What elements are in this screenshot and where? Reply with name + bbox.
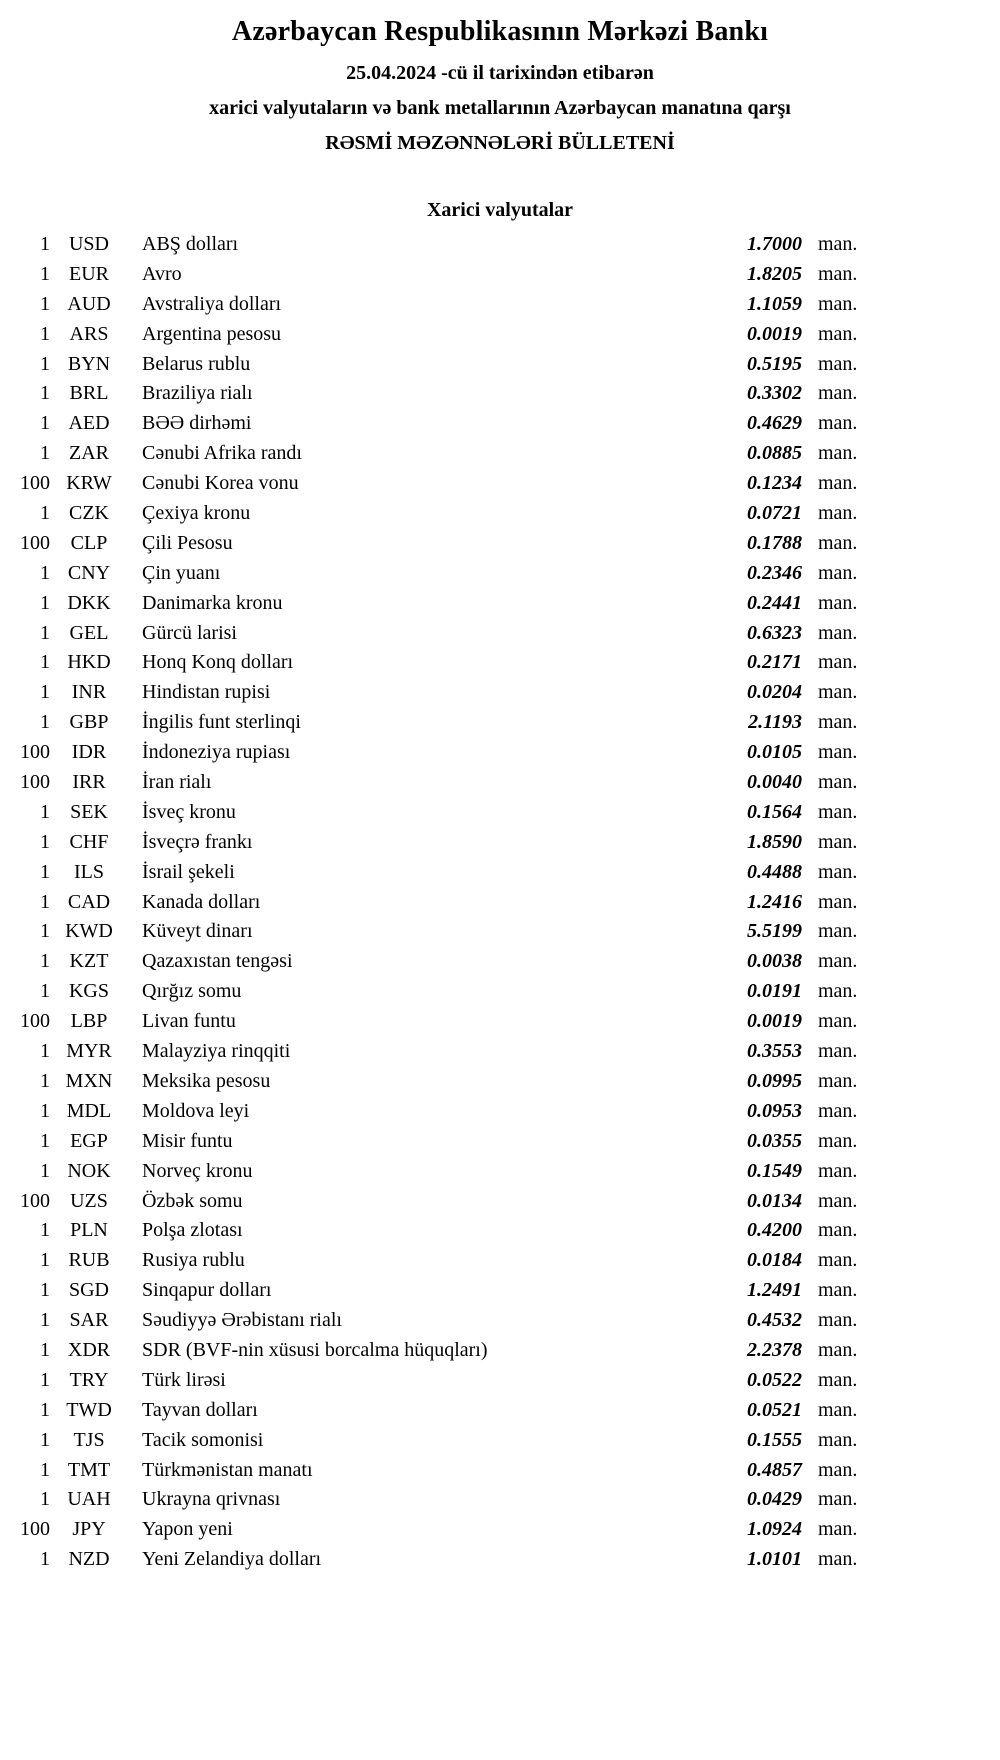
table-row xyxy=(6,648,868,678)
rate-value: 0.4200 xyxy=(747,1219,802,1242)
rate-unit: man. xyxy=(818,322,858,345)
currency-name: Qırğız somu xyxy=(142,980,242,1003)
currency-name: Moldova leyi xyxy=(142,1099,250,1122)
rate-value: 0.0521 xyxy=(747,1398,802,1421)
currency-name: Danimarka kronu xyxy=(142,591,283,614)
table-row xyxy=(6,320,868,350)
currency-name: Livan funtu xyxy=(142,1010,236,1033)
rate-value: 0.1555 xyxy=(747,1428,802,1451)
table-row xyxy=(6,917,868,947)
currency-code: LBP xyxy=(70,1010,108,1033)
currency-quantity: 1 xyxy=(40,1548,50,1571)
rate-value: 0.0355 xyxy=(747,1129,802,1152)
rate-value: 0.1549 xyxy=(747,1159,802,1182)
rate-unit: man. xyxy=(818,1279,858,1302)
rate-unit: man. xyxy=(818,771,858,794)
rate-value: 0.4488 xyxy=(747,860,802,883)
currency-code: ILS xyxy=(74,860,104,883)
currency-code: UAH xyxy=(67,1488,111,1511)
currency-quantity: 1 xyxy=(40,950,50,973)
table-row xyxy=(6,439,868,469)
currency-quantity: 1 xyxy=(40,890,50,913)
rate-unit: man. xyxy=(818,1548,858,1571)
currency-code: DKK xyxy=(67,591,111,614)
table-row xyxy=(6,888,868,918)
rate-unit: man. xyxy=(818,1040,858,1063)
rate-unit: man. xyxy=(818,800,858,823)
rate-value: 0.0105 xyxy=(747,741,802,764)
rate-value: 2.1193 xyxy=(748,711,802,734)
currency-name: İsveçrə frankı xyxy=(142,830,253,853)
currency-name: Özbək somu xyxy=(142,1189,243,1212)
table-row xyxy=(6,947,868,977)
currency-quantity: 100 xyxy=(20,741,50,764)
rate-value: 0.3302 xyxy=(747,382,802,405)
rate-value: 1.2416 xyxy=(747,890,802,913)
rate-unit: man. xyxy=(818,1518,858,1541)
rate-value: 0.0995 xyxy=(747,1069,802,1092)
rate-value: 1.8590 xyxy=(747,830,802,853)
currency-quantity: 1 xyxy=(40,1488,50,1511)
currency-code: EUR xyxy=(69,262,109,285)
currency-code: CZK xyxy=(69,502,109,525)
currency-code: UZS xyxy=(70,1189,108,1212)
currency-name: Qazaxıstan tengəsi xyxy=(142,950,293,973)
currency-name: Norveç kronu xyxy=(142,1159,253,1182)
rate-value: 0.0019 xyxy=(747,322,802,345)
rate-unit: man. xyxy=(818,1189,858,1212)
currency-name: Gürcü larisi xyxy=(142,621,237,644)
currency-name: Ukrayna qrivnası xyxy=(142,1488,281,1511)
table-row xyxy=(6,1456,868,1486)
subject-line: xarici valyutaların və bank metallarının Azərbaycan manatına qarşı xyxy=(209,97,791,119)
currency-code: BRL xyxy=(69,382,109,405)
currency-quantity: 100 xyxy=(20,1518,50,1541)
rate-value: 0.1234 xyxy=(747,472,802,495)
rate-unit: man. xyxy=(818,1159,858,1182)
table-row xyxy=(6,1007,868,1037)
table-row xyxy=(6,858,868,888)
rate-value: 0.4629 xyxy=(747,412,802,435)
currency-name: Çexiya kronu xyxy=(142,502,251,525)
rate-value: 0.2346 xyxy=(747,561,802,584)
currency-quantity: 100 xyxy=(20,531,50,554)
rate-unit: man. xyxy=(818,1249,858,1272)
currency-code: GEL xyxy=(69,621,109,644)
rate-unit: man. xyxy=(818,1129,858,1152)
currency-quantity: 1 xyxy=(40,621,50,644)
rate-unit: man. xyxy=(818,412,858,435)
currency-quantity: 1 xyxy=(40,860,50,883)
currency-code: JPY xyxy=(72,1518,106,1541)
currency-quantity: 100 xyxy=(20,771,50,794)
currency-quantity: 1 xyxy=(40,352,50,375)
currency-quantity: 1 xyxy=(40,1398,50,1421)
rate-value: 0.1788 xyxy=(747,531,802,554)
currency-name: Rusiya rublu xyxy=(142,1249,245,1272)
rate-unit: man. xyxy=(818,651,858,674)
currency-code: HKD xyxy=(67,651,111,674)
currency-name: Meksika pesosu xyxy=(142,1069,271,1092)
currency-quantity: 1 xyxy=(40,561,50,584)
currency-code: TWD xyxy=(66,1398,112,1421)
table-row xyxy=(6,828,868,858)
rate-unit: man. xyxy=(818,860,858,883)
currency-name: Tacik somonisi xyxy=(142,1428,264,1451)
currency-code: AUD xyxy=(67,292,111,315)
rate-value: 0.0040 xyxy=(747,771,802,794)
table-row xyxy=(6,1246,868,1276)
table-row xyxy=(6,1426,868,1456)
currency-code: ZAR xyxy=(69,442,109,465)
rate-unit: man. xyxy=(818,890,858,913)
rate-unit: man. xyxy=(818,1338,858,1361)
effective-date-line: 25.04.2024 -cü il tarixindən etibarən xyxy=(346,62,654,84)
rate-value: 1.8205 xyxy=(747,262,802,285)
rate-value: 0.0191 xyxy=(747,980,802,1003)
currency-quantity: 1 xyxy=(40,651,50,674)
table-row xyxy=(6,1127,868,1157)
bulletin-header xyxy=(0,16,1000,155)
currency-quantity: 1 xyxy=(40,1040,50,1063)
table-row xyxy=(6,379,868,409)
currency-quantity: 1 xyxy=(40,920,50,943)
table-row xyxy=(6,1097,868,1127)
currency-code: KZT xyxy=(69,950,109,973)
table-row xyxy=(6,708,868,738)
table-row xyxy=(6,1396,868,1426)
rate-value: 1.0924 xyxy=(747,1518,802,1541)
currency-quantity: 100 xyxy=(20,1010,50,1033)
currency-name: İngilis funt sterlinqi xyxy=(142,711,301,734)
table-row xyxy=(6,559,868,589)
currency-name: Yapon yeni xyxy=(142,1518,233,1541)
currency-quantity: 1 xyxy=(40,591,50,614)
rate-value: 0.4857 xyxy=(747,1458,802,1481)
rate-value: 0.5195 xyxy=(747,352,802,375)
rate-value: 0.0134 xyxy=(747,1189,802,1212)
currency-name: BƏƏ dirhəmi xyxy=(142,412,252,435)
currency-code: EGP xyxy=(70,1129,108,1152)
currency-name: Küveyt dinarı xyxy=(142,920,253,943)
currency-quantity: 100 xyxy=(20,472,50,495)
currency-name: Türk lirəsi xyxy=(142,1368,226,1391)
rate-value: 0.0019 xyxy=(747,1010,802,1033)
currency-quantity: 1 xyxy=(40,412,50,435)
currency-quantity: 1 xyxy=(40,980,50,1003)
rate-value: 2.2378 xyxy=(747,1338,802,1361)
rate-unit: man. xyxy=(818,741,858,764)
rate-value: 0.0184 xyxy=(747,1249,802,1272)
currency-name: Honq Konq dolları xyxy=(142,651,294,674)
currency-name: Kanada dolları xyxy=(142,890,261,913)
currency-quantity: 1 xyxy=(40,830,50,853)
rate-unit: man. xyxy=(818,561,858,584)
currency-name: SDR (BVF-nin xüsusi borcalma hüquqları) xyxy=(142,1338,488,1361)
currency-code: NOK xyxy=(67,1159,111,1182)
table-row xyxy=(6,1157,868,1187)
currency-code: PLN xyxy=(70,1219,108,1242)
table-row xyxy=(6,1037,868,1067)
currency-code: RUB xyxy=(68,1249,110,1272)
rate-unit: man. xyxy=(818,233,858,255)
rate-unit: man. xyxy=(818,681,858,704)
rate-unit: man. xyxy=(818,1309,858,1332)
rate-unit: man. xyxy=(818,920,858,943)
rate-value: 1.7000 xyxy=(747,233,802,255)
table-row xyxy=(6,1216,868,1246)
currency-code: SGD xyxy=(68,1279,109,1302)
rate-unit: man. xyxy=(818,830,858,853)
currency-name: Avstraliya dolları xyxy=(142,292,282,315)
currency-name: Cənubi Afrika randı xyxy=(142,442,302,465)
currency-name: Tayvan dolları xyxy=(142,1398,258,1421)
currency-code: SAR xyxy=(69,1309,109,1332)
currency-quantity: 1 xyxy=(40,382,50,405)
rate-value: 1.0101 xyxy=(747,1548,802,1571)
table-row xyxy=(6,1515,868,1545)
rate-unit: man. xyxy=(818,980,858,1003)
currency-code: TMT xyxy=(67,1458,111,1481)
currency-quantity: 1 xyxy=(40,1069,50,1092)
currency-name: Sinqapur dolları xyxy=(142,1279,272,1302)
bank-title: Azərbaycan Respublikasının Mərkəzi Bankı xyxy=(231,16,769,47)
currency-quantity: 1 xyxy=(40,442,50,465)
currency-code: TRY xyxy=(69,1368,109,1391)
table-row xyxy=(6,619,868,649)
table-row xyxy=(6,260,868,290)
rate-unit: man. xyxy=(818,262,858,285)
currency-code: XDR xyxy=(67,1338,111,1361)
currency-name: Argentina pesosu xyxy=(142,322,282,345)
currency-rates-table xyxy=(6,230,868,1575)
table-row xyxy=(6,409,868,439)
currency-name: Türkmənistan manatı xyxy=(142,1458,313,1481)
currency-quantity: 1 xyxy=(40,1129,50,1152)
rate-value: 0.0204 xyxy=(747,681,802,704)
currency-code: GBP xyxy=(69,711,109,734)
table-row xyxy=(6,529,868,559)
rate-unit: man. xyxy=(818,292,858,315)
currency-code: CHF xyxy=(69,830,109,853)
currency-quantity: 1 xyxy=(40,1309,50,1332)
currency-quantity: 1 xyxy=(40,681,50,704)
rate-unit: man. xyxy=(818,472,858,495)
currency-code: CLP xyxy=(70,531,108,554)
table-row xyxy=(6,1366,868,1396)
currency-code: MYR xyxy=(66,1040,112,1063)
rate-unit: man. xyxy=(818,442,858,465)
currency-quantity: 1 xyxy=(40,711,50,734)
table-row xyxy=(6,738,868,768)
currency-quantity: 1 xyxy=(40,502,50,525)
currency-name: Hindistan rupisi xyxy=(142,681,271,704)
rate-value: 0.0522 xyxy=(747,1368,802,1391)
currency-code: IDR xyxy=(71,741,107,764)
currency-code: KGS xyxy=(68,980,109,1003)
table-row xyxy=(6,1545,868,1575)
currency-name: Misir funtu xyxy=(142,1129,233,1152)
rate-value: 0.0885 xyxy=(747,442,802,465)
table-row xyxy=(6,1336,868,1366)
currency-quantity: 1 xyxy=(40,800,50,823)
rate-unit: man. xyxy=(818,950,858,973)
rate-unit: man. xyxy=(818,1099,858,1122)
currency-quantity: 100 xyxy=(20,1189,50,1212)
currency-code: USD xyxy=(68,233,109,255)
currency-code: CNY xyxy=(67,561,111,584)
rate-unit: man. xyxy=(818,352,858,375)
rate-unit: man. xyxy=(818,1368,858,1391)
currency-name: Çili Pesosu xyxy=(142,531,233,554)
currency-quantity: 1 xyxy=(40,1338,50,1361)
table-row xyxy=(6,1485,868,1515)
currency-code: MDL xyxy=(66,1099,112,1122)
currency-name: Avro xyxy=(142,262,182,285)
currency-code: TJS xyxy=(73,1428,105,1451)
currency-quantity: 1 xyxy=(40,1219,50,1242)
currency-code: NZD xyxy=(68,1548,110,1571)
currency-name: Yeni Zelandiya dolları xyxy=(142,1548,322,1571)
rate-unit: man. xyxy=(818,1219,858,1242)
rate-value: 0.0038 xyxy=(747,950,802,973)
table-row xyxy=(6,589,868,619)
rate-unit: man. xyxy=(818,621,858,644)
currency-name: İran rialı xyxy=(142,771,212,794)
rate-unit: man. xyxy=(818,1458,858,1481)
currency-name: İsveç kronu xyxy=(142,800,236,823)
currency-name: Malayziya rinqqiti xyxy=(142,1040,291,1063)
currency-name: Səudiyyə Ərəbistanı rialı xyxy=(142,1309,342,1332)
currency-code: KRW xyxy=(66,472,112,495)
currency-code: CAD xyxy=(67,890,111,913)
section-title-foreign-currencies: Xarici valyutalar xyxy=(426,199,574,221)
rate-value: 0.0721 xyxy=(747,502,802,525)
currency-name: Cənubi Korea vonu xyxy=(142,472,299,495)
currency-quantity: 1 xyxy=(40,322,50,345)
table-row xyxy=(6,977,868,1007)
currency-quantity: 1 xyxy=(40,1159,50,1182)
rate-value: 0.6323 xyxy=(747,621,802,644)
currency-quantity: 1 xyxy=(40,1249,50,1272)
rate-unit: man. xyxy=(818,1428,858,1451)
table-row xyxy=(6,1187,868,1217)
currency-name: Braziliya rialı xyxy=(142,382,253,405)
currency-quantity: 1 xyxy=(40,1368,50,1391)
rate-unit: man. xyxy=(818,1398,858,1421)
table-row xyxy=(6,798,868,828)
rate-value: 0.1564 xyxy=(747,800,802,823)
currency-name: İsrail şekeli xyxy=(142,860,235,883)
currency-code: SEK xyxy=(70,800,108,823)
currency-name: İndoneziya rupiası xyxy=(142,741,291,764)
currency-code: BYN xyxy=(67,352,111,375)
currency-code: IRR xyxy=(72,771,106,794)
rate-value: 0.2171 xyxy=(747,651,802,674)
rate-value: 0.0953 xyxy=(747,1099,802,1122)
currency-code: KWD xyxy=(65,920,113,943)
rate-value: 0.2441 xyxy=(747,591,802,614)
bulletin-title: RƏSMİ MƏZƏNNƏLƏRİ BÜLLETENİ xyxy=(325,132,675,154)
table-row xyxy=(6,230,868,260)
rate-value: 1.1059 xyxy=(747,292,802,315)
table-row xyxy=(6,290,868,320)
rate-unit: man. xyxy=(818,502,858,525)
rate-unit: man. xyxy=(818,1488,858,1511)
currency-quantity: 1 xyxy=(40,1428,50,1451)
rate-unit: man. xyxy=(818,1069,858,1092)
table-row xyxy=(6,499,868,529)
rate-unit: man. xyxy=(818,531,858,554)
currency-quantity: 1 xyxy=(40,1458,50,1481)
currency-code: ARS xyxy=(69,322,109,345)
currency-code: AED xyxy=(68,412,110,435)
currency-name: Belarus rublu xyxy=(142,352,251,375)
rate-value: 0.4532 xyxy=(747,1309,802,1332)
rate-value: 5.5199 xyxy=(747,920,802,943)
currency-code: INR xyxy=(71,681,107,704)
table-row xyxy=(6,469,868,499)
rate-unit: man. xyxy=(818,591,858,614)
table-row xyxy=(6,1276,868,1306)
table-row xyxy=(6,350,868,380)
table-row xyxy=(6,678,868,708)
rate-unit: man. xyxy=(818,711,858,734)
currency-name: Polşa zlotası xyxy=(142,1219,243,1242)
currency-code: MXN xyxy=(65,1069,113,1092)
table-row xyxy=(6,1067,868,1097)
table-row xyxy=(6,1306,868,1336)
currency-quantity: 1 xyxy=(40,262,50,285)
currency-quantity: 1 xyxy=(40,292,50,315)
currency-quantity: 1 xyxy=(40,1279,50,1302)
rate-unit: man. xyxy=(818,382,858,405)
currency-quantity: 1 xyxy=(40,1099,50,1122)
rate-value: 0.0429 xyxy=(747,1488,802,1511)
rate-value: 0.3553 xyxy=(747,1040,802,1063)
currency-name: Çin yuanı xyxy=(142,561,221,584)
currency-quantity: 1 xyxy=(40,233,50,255)
rate-unit: man. xyxy=(818,1010,858,1033)
table-row xyxy=(6,768,868,798)
currency-name: ABŞ dolları xyxy=(142,233,239,255)
rate-value: 1.2491 xyxy=(747,1279,802,1302)
